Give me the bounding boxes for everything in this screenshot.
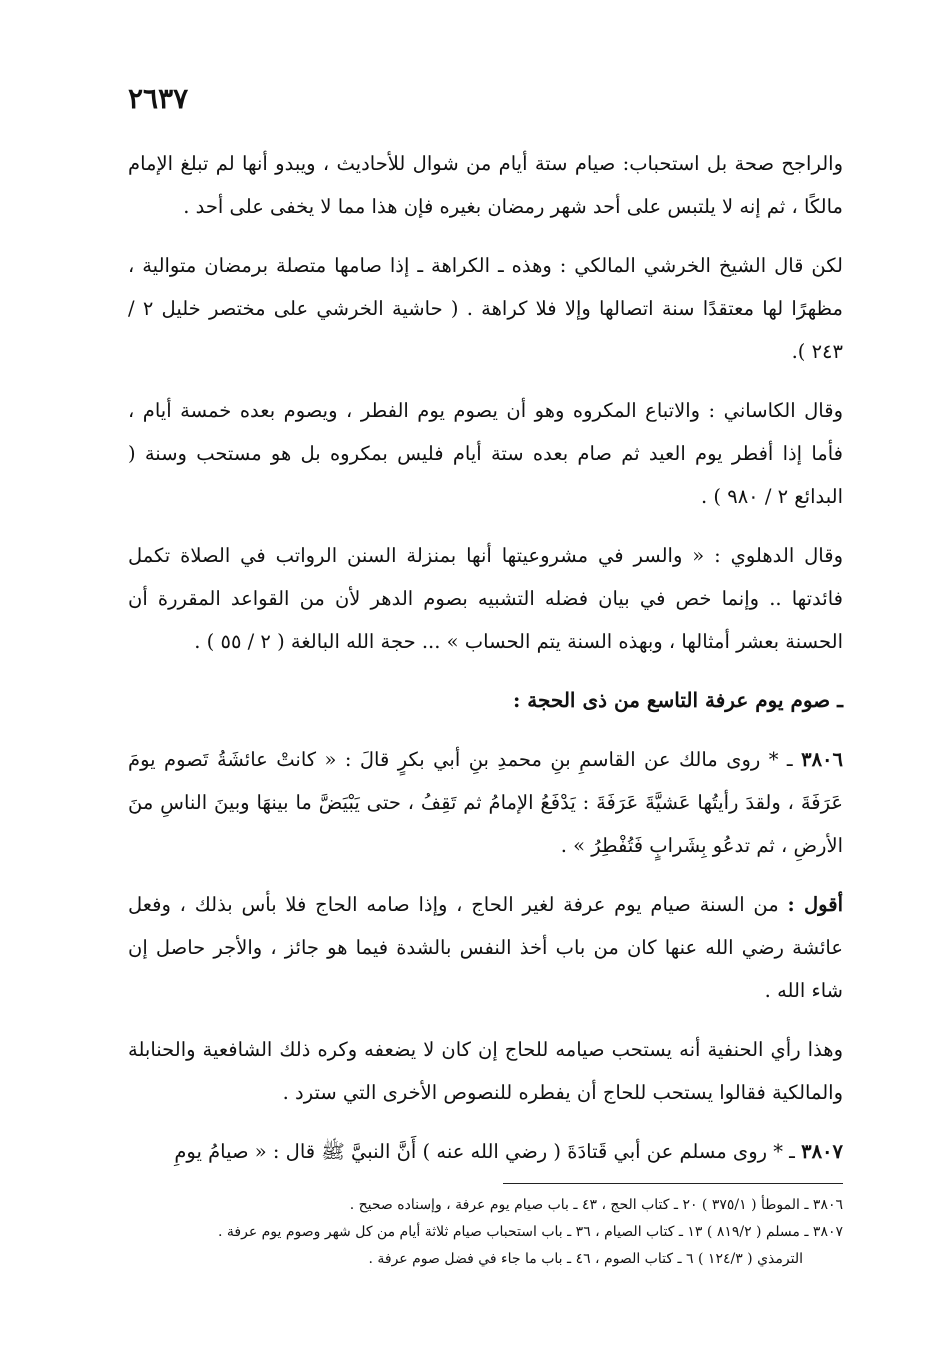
hadith-text: ـ * روى مسلم عن أبي قَتادَةَ ( رضي الله عنه ) أَنَّ النبيَّ ﷺ قال : « صيامُ يومِ xyxy=(174,1140,795,1163)
paragraph-kasani: وقال الكاساني : والاتباع المكروه وهو أن يصوم يوم الفطر ، ويصوم بعده خمسة أيام ، فأما إذا أفطر يوم العيد ثم صام بعده ستة أيام فليس بمكروه بل هو مستحب وسنة ( البدائع ٢ / ٩٨٠ ) . xyxy=(128,399,843,508)
comment-label: أقول : xyxy=(787,893,844,916)
section-heading: ـ صوم يوم عرفة التاسع من ذى الحجة : xyxy=(512,688,843,712)
page-body xyxy=(128,142,843,1189)
comment-text: من السنة صيام يوم عرفة لغير الحاج ، وإذا صامه الحاج فلا بأس بذلك ، وفعل عائشة رضي الله عنها كان من باب أخذ النفس بالشدة فيما هو جائز ، والأجر حاصل إن شاء الله . xyxy=(128,893,843,1002)
hadith-3807 xyxy=(128,1130,843,1173)
footnote-divider xyxy=(503,1183,843,1184)
hadith-number: ٣٨٠٧ xyxy=(801,1140,843,1163)
hadith-text: ـ * روى مالك عن القاسمِ بنِ محمدِ بنِ أبي بكرٍ قالَ : « كانتْ عائشَةُ تَصوم يومَ عَرَفَةَ ، ولقدَ رأيتُها عَشيَّةَ عَرَفَةَ : يَدْفَعُ الإمامُ ثم تَقِفُ ، حتى يَبْيَضَّ ما بينهَا وبينَ الناسِ منَ الأرضِ ، ثم تدعُو بِشَرابٍ فَتُفْطِرُ » . xyxy=(128,748,843,857)
footnotes xyxy=(128,1183,843,1273)
paragraph-dehlawi: وقال الدهلوي : « والسر في مشروعيتها أنها بمنزلة السنن الرواتب في الصلاة تكمل فائدتها .. وإنما خص في بيان فضله التشبيه بصوم الدهر لأن من القواعد المقررة أن الحسنة بعشر أمثالها ، وبهذه السنة يتم الحساب » ... حجة الله البالغة ( ٢ / ٥٥ ) . xyxy=(128,544,843,653)
paragraph-khurashi: لكن قال الشيخ الخرشي المالكي : وهذه ـ الكراهة ـ إذا صامها متصلة برمضان متوالية ، مظهرًا لها معتقدًا سنة اتصالها وإلا فلا كراهة . ( حاشية الخرشي على مختصر خليل ٢ / ٢٤٣ ). xyxy=(128,254,843,363)
hadith-number: ٣٨٠٦ xyxy=(801,748,844,771)
hadith-3806 xyxy=(128,738,843,867)
footnote-tirmidhi: الترمذي ( ١٢٤/٣ ) ٦ ـ كتاب الصوم ، ٤٦ ـ باب ما جاء في فضل صوم عرفة . xyxy=(368,1251,803,1267)
paragraph-hanafi: وهذا رأي الحنفية أنه يستحب صيامه للحاج إن كان لا يضعفه وكره ذلك الشافعية والحنابلة والمالكية فقالوا يستحب للحاج أن يفطره للنصوص الأخرى التي سترد . xyxy=(128,1038,843,1104)
paragraph-rajih: والراجح صحة بل استحباب: صيام ستة أيام من شوال للأحاديث ، ويبدو أنها لم تبلغ الإمام مالكًا ، ثم إنه لا يلتبس على أحد شهر رمضان بغيره فإن هذا مما لا يخفى على أحد . xyxy=(128,152,843,218)
page-number: ٢٦٣٧ xyxy=(128,82,189,115)
footnote-3807: ٣٨٠٧ ـ مسلم ( ٨١٩/٢ ) ١٣ ـ كتاب الصيام ، ٣٦ ـ باب استحباب صيام ثلاثة أيام من كل شهر وصوم يوم عرفة . xyxy=(218,1224,843,1240)
comment-paragraph xyxy=(128,883,843,1012)
footnote-3806: ٣٨٠٦ ـ الموطأ ( ٣٧٥/١ ) ٢٠ ـ كتاب الحج ، ٤٣ ـ باب صيام يوم عرفة ، وإسناده صحيح . xyxy=(349,1197,843,1213)
